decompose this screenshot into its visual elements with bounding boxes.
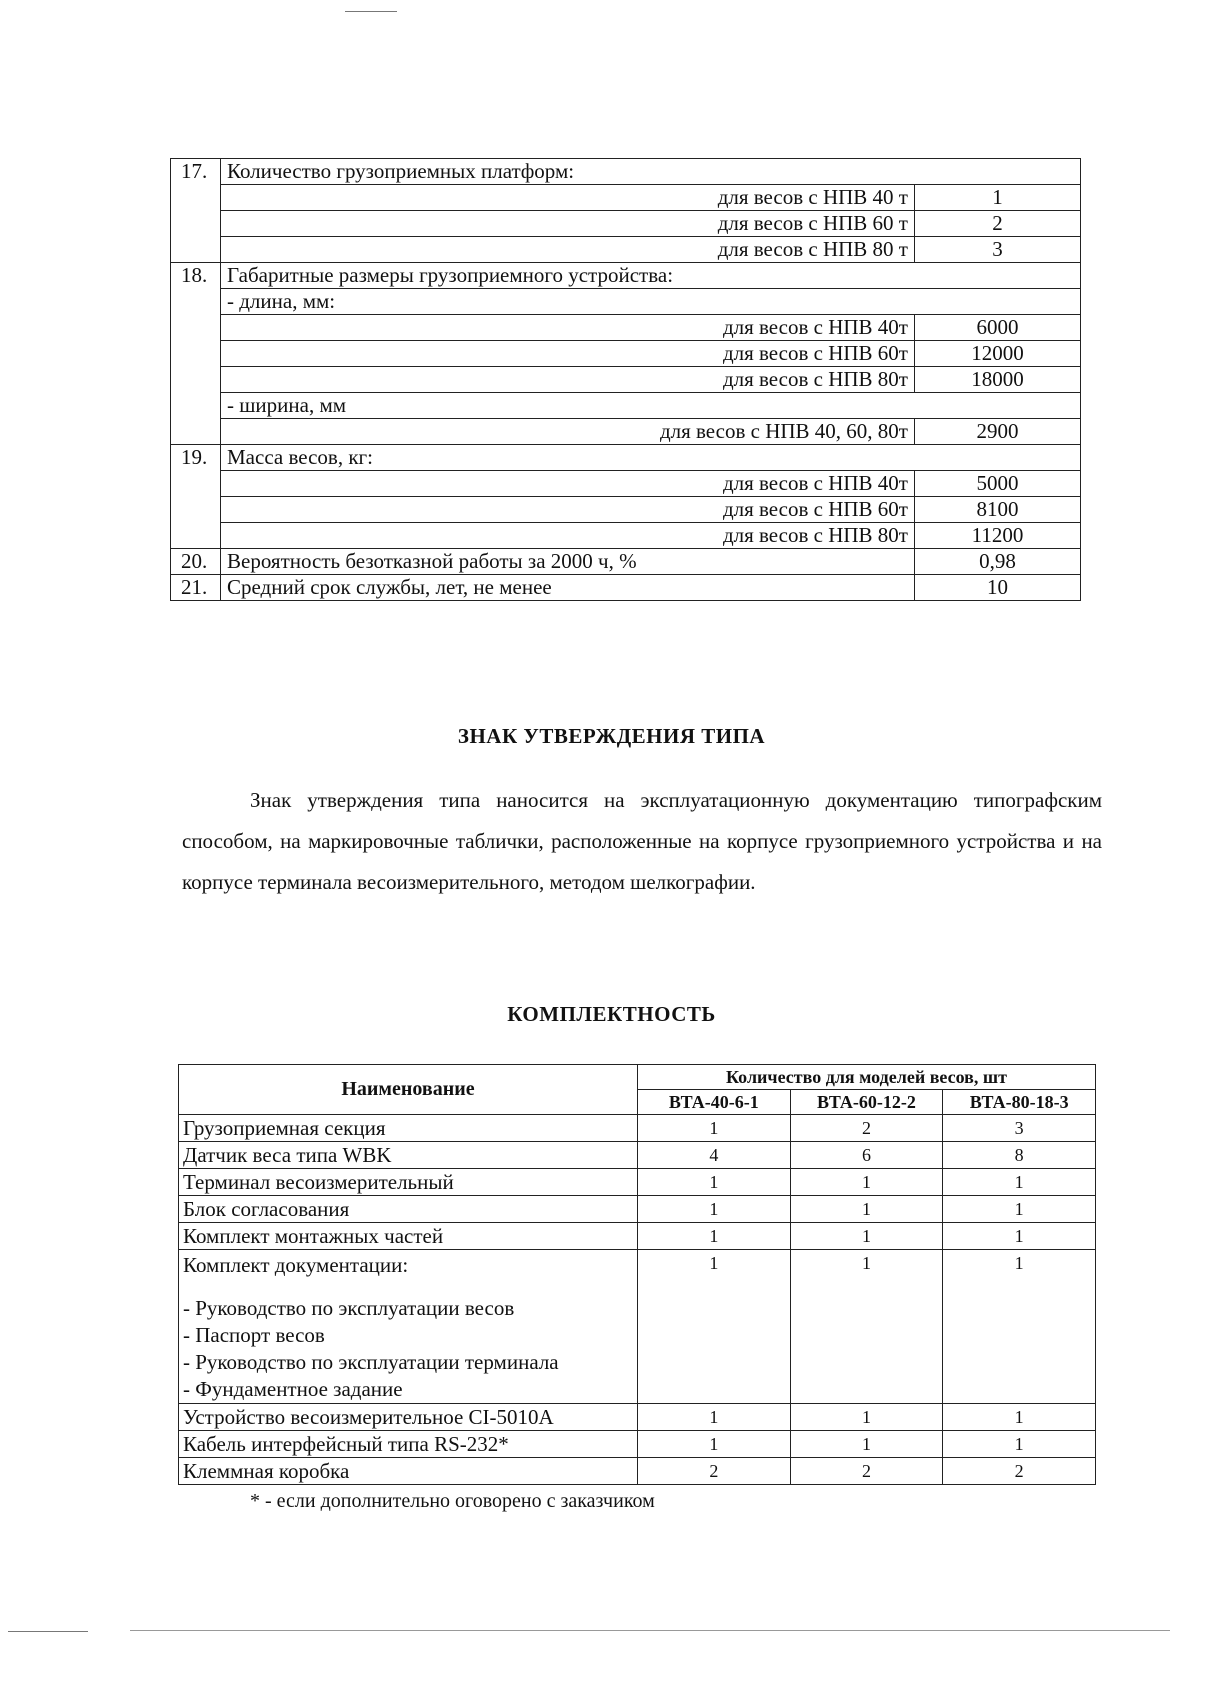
specs-row [171,393,1081,419]
kit-docs-item: - Руководство по эксплуатации весов [183,1296,515,1320]
spec-number [171,185,221,211]
kit-row [179,1169,1096,1196]
kit-item-qty: 2 [790,1115,943,1142]
kit-model-1: ВТА-40-6-1 [638,1090,791,1115]
specs-row [171,185,1081,211]
kit-item-name [179,1250,638,1404]
kit-item-qty: 1 [790,1250,943,1404]
specs-row [171,341,1081,367]
kit-heading: КОМПЛЕКТНОСТЬ [507,1002,716,1026]
kit-item-qty: 1 [638,1223,791,1250]
spec-value: 12000 [914,341,1080,367]
spec-value: 3 [914,237,1080,263]
spec-condition: для весов с НПВ 80т [221,523,915,549]
spec-value: 18000 [914,367,1080,393]
kit-row [179,1458,1096,1485]
spacer [183,1279,633,1295]
spec-number [171,419,221,445]
kit-item-qty: 1 [638,1250,791,1404]
specs-row [171,575,1081,601]
kit-row [179,1196,1096,1223]
kit-item-qty: 4 [638,1142,791,1169]
spec-value: 5000 [914,471,1080,497]
spec-condition: для весов с НПВ 40 т [221,185,915,211]
specs-row [171,497,1081,523]
kit-item-qty: 1 [638,1196,791,1223]
spec-number [171,497,221,523]
kit-item-qty: 1 [638,1431,791,1458]
spec-value: 6000 [914,315,1080,341]
kit-item-qty: 1 [943,1431,1096,1458]
kit-item-qty: 1 [943,1169,1096,1196]
spec-number: 20. [171,549,221,575]
scan-mark-bottom-left [8,1631,88,1632]
kit-item-qty: 1 [943,1196,1096,1223]
kit-item-name: Датчик веса типа WBK [179,1142,638,1169]
kit-item-qty: 1 [638,1115,791,1142]
kit-item-name: Грузоприемная секция [179,1115,638,1142]
kit-docs-item: - Фундаментное задание [183,1377,403,1401]
spec-number [171,315,221,341]
kit-docs-item: - Руководство по эксплуатации терминала [183,1350,559,1374]
specs-row [171,263,1081,289]
kit-footnote: * - если дополнительно оговорено с заказчиком [250,1490,655,1512]
spec-number [171,393,221,419]
spec-number [171,367,221,393]
spec-sublabel: - ширина, мм [221,393,1081,419]
approval-heading: ЗНАК УТВЕРЖДЕНИЯ ТИПА [457,724,766,748]
scan-mark-top [345,11,397,12]
spec-condition: для весов с НПВ 40т [221,315,915,341]
kit-item-qty: 2 [943,1458,1096,1485]
spec-number [171,523,221,549]
spec-condition: для весов с НПВ 80т [221,367,915,393]
kit-row [179,1142,1096,1169]
spec-value: 2 [914,211,1080,237]
kit-docs-title: Комплект документации: [183,1253,409,1277]
spec-number: 17. [171,159,221,185]
spec-value: 0,98 [914,549,1080,575]
spec-number [171,471,221,497]
kit-item-qty: 1 [790,1404,943,1431]
spec-value: 11200 [914,523,1080,549]
spec-condition: для весов с НПВ 40, 60, 80т [221,419,915,445]
kit-item-qty: 2 [638,1458,791,1485]
specs-row [171,445,1081,471]
kit-item-name: Комплект монтажных частей [179,1223,638,1250]
approval-paragraph [182,780,1102,903]
kit-row [179,1115,1096,1142]
spec-condition: для весов с НПВ 60т [221,497,915,523]
kit-item-qty: 3 [943,1115,1096,1142]
kit-item-qty: 8 [943,1142,1096,1169]
specs-row [171,289,1081,315]
kit-item-qty: 1 [943,1404,1096,1431]
spec-number [171,237,221,263]
kit-row [179,1404,1096,1431]
spec-label: Масса весов, кг: [221,445,1081,471]
spec-label: Количество грузоприемных платформ: [221,159,1081,185]
kit-item-qty: 1 [943,1223,1096,1250]
spec-sublabel: - длина, мм: [221,289,1081,315]
spec-number: 18. [171,263,221,289]
spec-value: 1 [914,185,1080,211]
specs-row [171,367,1081,393]
specs-row [171,471,1081,497]
specs-table [170,158,1081,601]
kit-item-qty: 1 [638,1404,791,1431]
spec-value: 2900 [914,419,1080,445]
kit-item-qty: 2 [790,1458,943,1485]
spec-value: 10 [914,575,1080,601]
spec-condition: для весов с НПВ 60 т [221,211,915,237]
specs-row [171,523,1081,549]
kit-model-2: ВТА-60-12-2 [790,1090,943,1115]
specs-row [171,237,1081,263]
spec-condition: для весов с НПВ 60т [221,341,915,367]
spec-label: Вероятность безотказной работы за 2000 ч, % [221,549,915,575]
spec-number [171,289,221,315]
specs-row [171,419,1081,445]
spec-number: 19. [171,445,221,471]
kit-col-qty: Количество для моделей весов, шт [638,1065,1096,1090]
kit-item-qty: 6 [790,1142,943,1169]
kit-row [179,1431,1096,1458]
kit-item-name: Кабель интерфейсный типа RS-232* [179,1431,638,1458]
spec-label: Габаритные размеры грузоприемного устройства: [221,263,1081,289]
kit-item-name: Клеммная коробка [179,1458,638,1485]
spec-number: 21. [171,575,221,601]
scan-mark-bottom [130,1630,1170,1631]
kit-col-name: Наименование [179,1065,638,1115]
kit-item-qty: 1 [790,1196,943,1223]
spec-number [171,341,221,367]
kit-row [179,1250,1096,1404]
kit-item-qty: 1 [790,1223,943,1250]
kit-row [179,1223,1096,1250]
specs-row [171,315,1081,341]
spec-condition: для весов с НПВ 40т [221,471,915,497]
specs-row [171,549,1081,575]
approval-text: Знак утверждения типа наносится на эксплуатационную документацию типографским способом, на маркировочные таблички, расположенные на корпусе грузоприемного устройства и на корпусе терминала весоизмерительного, методом шелкографии. [182,788,1102,894]
spec-condition: для весов с НПВ 80 т [221,237,915,263]
kit-table [178,1064,1096,1485]
specs-row [171,159,1081,185]
kit-model-3: ВТА-80-18-3 [943,1090,1096,1115]
kit-item-name: Блок согласования [179,1196,638,1223]
spec-value: 8100 [914,497,1080,523]
kit-item-qty: 1 [790,1431,943,1458]
kit-docs-item: - Паспорт весов [183,1323,325,1347]
kit-item-qty: 1 [943,1250,1096,1404]
spec-number [171,211,221,237]
kit-item-name: Терминал весоизмерительный [179,1169,638,1196]
kit-item-name: Устройство весоизмерительное CI-5010A [179,1404,638,1431]
kit-item-qty: 1 [790,1169,943,1196]
spec-label: Средний срок службы, лет, не менее [221,575,915,601]
kit-item-qty: 1 [638,1169,791,1196]
specs-row [171,211,1081,237]
